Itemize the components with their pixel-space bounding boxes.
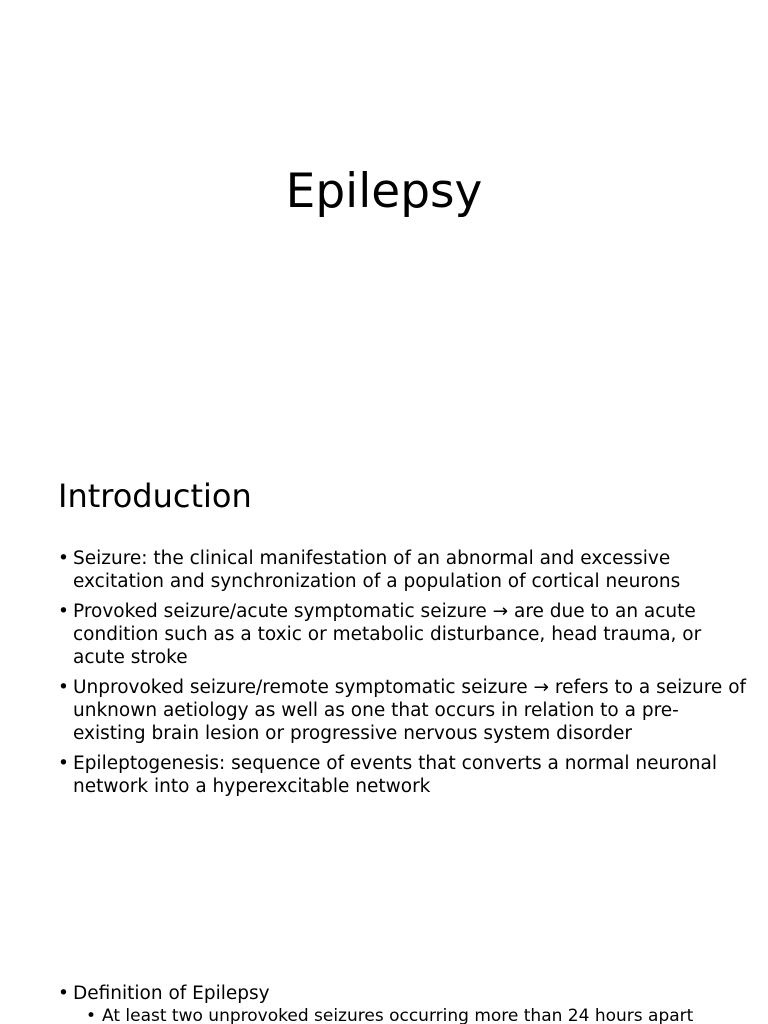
bullet-item-unprovoked-seizure: • Unprovoked seizure/remote symptomatic seizure → refers to a seizure of unknown aetiology as well as one that occurs in relation to a pre-existing brain lesion or progressive nervous system disorder: [58, 676, 748, 745]
bullet-list: [58, 982, 748, 1024]
slide-introduction: [0, 440, 768, 960]
bullet-item-epileptogenesis: • Epileptogenesis: sequence of events that converts a normal neuronal network into a hyperexcitable network: [58, 752, 748, 798]
sub-bullet-list: [86, 1005, 748, 1024]
bullet-list: [58, 547, 748, 805]
bullet-item-provoked-seizure: • Provoked seizure/acute symptomatic seizure → are due to an acute condition such as a toxic or metabolic disturbance, head trauma, or acute stroke: [58, 600, 748, 669]
bullet-text: Definition of Epilepsy: [73, 983, 270, 1004]
slide-title-heading: Epilepsy: [285, 164, 483, 219]
sub-bullet-item: • At least two unprovoked seizures occurring more than 24 hours apart: [86, 1005, 748, 1024]
bullet-item-definition: [58, 982, 748, 1024]
slide-title: [0, 0, 768, 440]
bullet-item-seizure: • Seizure: the clinical manifestation of an abnormal and excessive excitation and synchronization of a population of cortical neurons: [58, 547, 748, 593]
section-title: Introduction: [58, 477, 252, 515]
slide-definition: [0, 960, 768, 1024]
